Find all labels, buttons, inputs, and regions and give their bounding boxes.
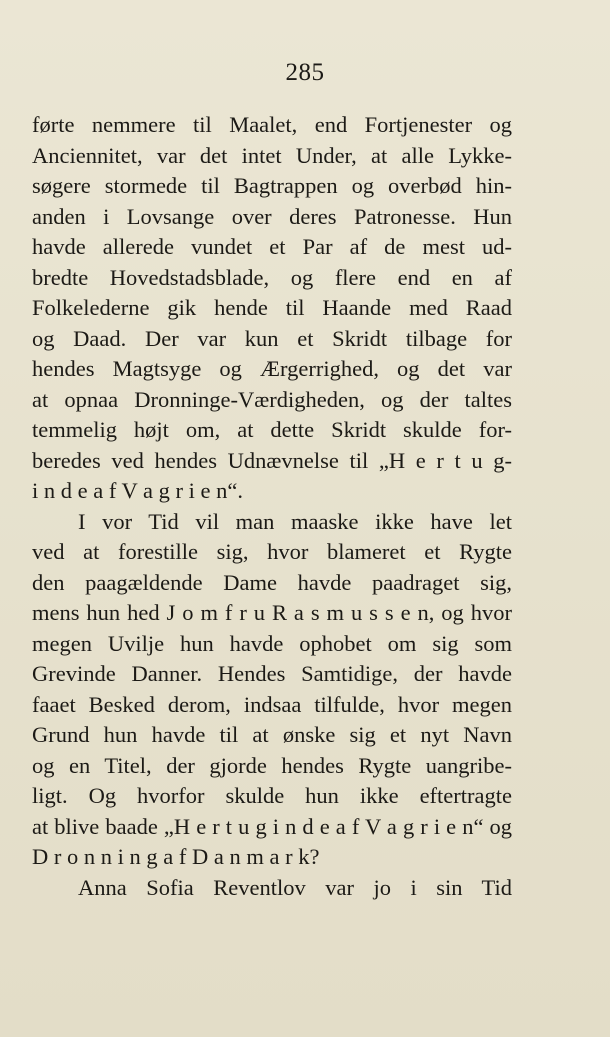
text-line: megen Uvilje hun havde ophobet om sig som (32, 630, 512, 656)
paragraph-start-line: I vor Tid vil man maaske ikke have let (78, 508, 512, 534)
text-line: bredte Hovedstadsblade, og flere end en af (32, 264, 512, 290)
text-line: havde allerede vundet et Par af de mest ud- (32, 234, 512, 259)
text-line: førte nemmere til Maalet, end Fortjenester og (32, 112, 512, 137)
text-line: beredes ved hendes Udnævnelse til „H e r t u g- (32, 447, 512, 473)
text-line: mens hun hed J o m f r u R a s m u s s e n, og hvor (32, 600, 512, 625)
paragraph-end-line: D r o n n i n g a f D a n m a r k? (32, 844, 320, 869)
paragraph-end-line: i n d e a f V a g r i e n“. (32, 478, 243, 503)
page-number: 285 (285, 59, 325, 86)
text-line: Grevinde Danner. Hendes Samtidige, der havde (32, 661, 512, 686)
text-line: at opnaa Dronninge-Værdigheden, og der taltes (32, 386, 512, 412)
text-line: at blive baade „H e r t u g i n d e a f V a g r i e n“ og (32, 813, 512, 839)
text-line: ligt. Og hvorfor skulde hun ikke eftertragte (32, 783, 512, 808)
text-line: Folkelederne gik hende til Haande med Raad (32, 295, 512, 320)
paragraph-start-line: Anna Sofia Reventlov var jo i sin Tid (78, 874, 512, 900)
body-text (32, 110, 512, 903)
text-line: den paagældende Dame havde paadraget sig, (32, 569, 512, 595)
text-line: temmelig højt om, at dette Skridt skulde for- (32, 417, 512, 442)
text-line: og Daad. Der var kun et Skridt tilbage for (32, 325, 512, 351)
text-line: ved at forestille sig, hvor blameret et Rygte (32, 539, 512, 564)
text-line: Grund hun havde til at ønske sig et nyt Navn (32, 722, 512, 747)
text-line: Anciennitet, var det intet Under, at alle Lykke- (32, 142, 512, 168)
text-line: faaet Besked derom, indsaa tilfulde, hvor megen (32, 691, 512, 717)
text-line: hendes Magtsyge og Ærgerrighed, og det var (32, 356, 512, 381)
text-line: og en Titel, der gjorde hendes Rygte uangribe- (32, 752, 512, 778)
text-line: søgere stormede til Bagtrappen og overbød hin- (32, 173, 512, 198)
text-line: anden i Lovsange over deres Patronesse. Hun (32, 203, 512, 229)
